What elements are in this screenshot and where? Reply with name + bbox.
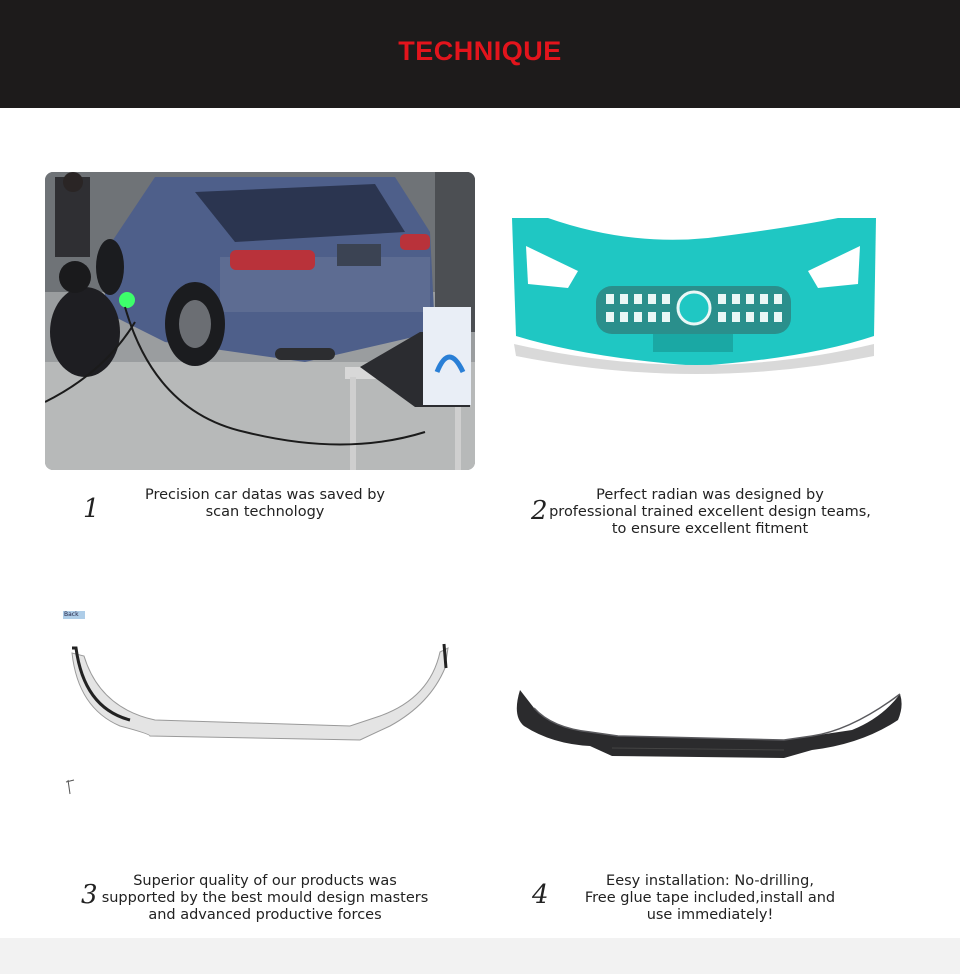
step-4-line-3: use immediately!	[646, 907, 774, 923]
step-4-caption	[575, 873, 845, 924]
step-3-line-1: Superior quality of our products was	[133, 873, 397, 889]
step-3-line-3: and advanced productive forces	[148, 907, 382, 923]
step-2-line-1: Perfect radian was designed by	[596, 487, 824, 503]
step-4-line-1: Eesy installation: No-drilling,	[606, 873, 814, 889]
step-1-caption	[115, 487, 415, 521]
step-4-line-2: Free glue tape included,install and	[584, 890, 836, 906]
step-1-line-1: Precision car datas was saved by	[144, 487, 385, 503]
page-title: TECHNIQUE	[398, 36, 562, 66]
step-2-line-3: to ensure excellent fitment	[611, 521, 809, 537]
step-3-line-2: supported by the best mould design masters	[101, 890, 429, 906]
step-4-number: 4	[532, 880, 549, 910]
step-3-number: 3	[81, 880, 98, 910]
scan-photo	[45, 172, 475, 470]
header-bar	[0, 0, 960, 108]
step-1-line-2: scan technology	[205, 504, 325, 520]
step-3-caption	[96, 873, 434, 924]
step-2-number: 2	[531, 496, 548, 526]
step-2-caption	[540, 487, 880, 538]
carbon-lip-image	[512, 686, 906, 776]
footer-band	[0, 938, 960, 974]
cad-back-label: Back	[64, 611, 79, 618]
step-1-number: 1	[83, 494, 100, 524]
step-2-line-2: professional trained excellent design teams,	[549, 504, 871, 520]
cad-lip-render	[60, 608, 455, 803]
car-front-scan-image	[508, 216, 880, 386]
